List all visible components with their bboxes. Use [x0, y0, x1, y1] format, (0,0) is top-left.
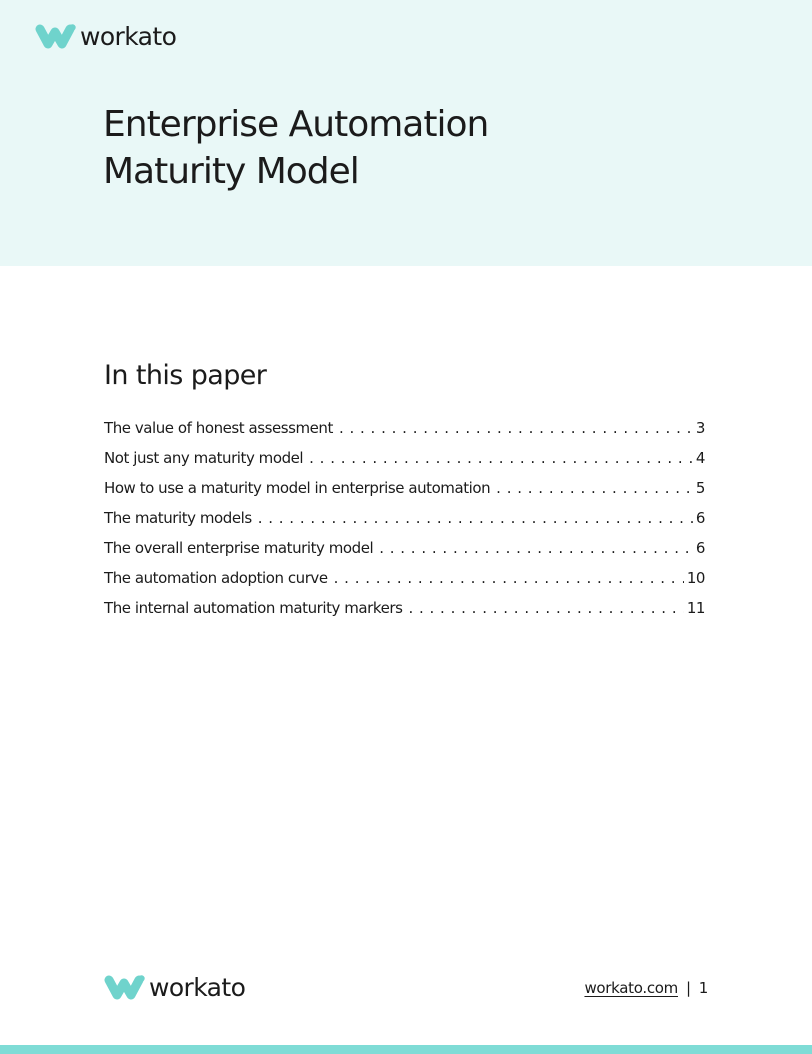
toc-item[interactable] [104, 479, 705, 509]
toc-item-title: Not just any maturity model [104, 449, 304, 467]
toc-dot-leader [258, 509, 693, 527]
toc-heading: In this paper [104, 360, 267, 391]
workato-w-mark-icon [104, 973, 146, 1001]
toc-dot-leader [309, 449, 693, 467]
toc-item-title: The maturity models [104, 509, 252, 527]
footer-separator: | [685, 979, 691, 997]
toc-item-title: How to use a maturity model in enterprise automation [104, 479, 491, 497]
toc-item-title: The value of honest assessment [104, 419, 333, 437]
workato-w-mark-icon [35, 22, 77, 50]
toc-dot-leader [379, 539, 693, 557]
toc-item[interactable] [104, 539, 705, 569]
brand-name: workato [149, 972, 246, 1002]
brand-name: workato [80, 21, 177, 51]
toc-item-page: 3 [695, 419, 705, 437]
header-logo[interactable] [35, 22, 176, 50]
toc-item-title: The internal automation maturity markers [104, 599, 403, 617]
page-title [103, 101, 663, 195]
toc-item-page: 10 [686, 569, 705, 587]
bottom-accent-bar [0, 1045, 812, 1054]
toc-item-title: The automation adoption curve [104, 569, 328, 587]
toc-dot-leader [496, 479, 693, 497]
toc-item[interactable] [104, 509, 705, 539]
toc-item[interactable] [104, 419, 705, 449]
footer-logo[interactable] [104, 973, 245, 1001]
footer-meta [584, 979, 708, 997]
footer-website-link[interactable]: workato.com [584, 979, 678, 997]
toc-item[interactable] [104, 599, 705, 629]
title-line-2: Maturity Model [103, 151, 359, 192]
toc-item[interactable] [104, 449, 705, 479]
toc-dot-leader [408, 599, 683, 617]
toc-dot-leader [334, 569, 684, 587]
toc-item[interactable] [104, 569, 705, 599]
toc-item-page: 6 [695, 539, 705, 557]
toc-item-page: 5 [695, 479, 705, 497]
toc-item-page: 6 [695, 509, 705, 527]
toc-item-page: 11 [686, 599, 705, 617]
table-of-contents [104, 419, 705, 629]
toc-item-page: 4 [695, 449, 705, 467]
page-number: 1 [698, 979, 708, 997]
toc-item-title: The overall enterprise maturity model [104, 539, 374, 557]
toc-dot-leader [339, 419, 693, 437]
title-line-1: Enterprise Automation [103, 104, 489, 145]
